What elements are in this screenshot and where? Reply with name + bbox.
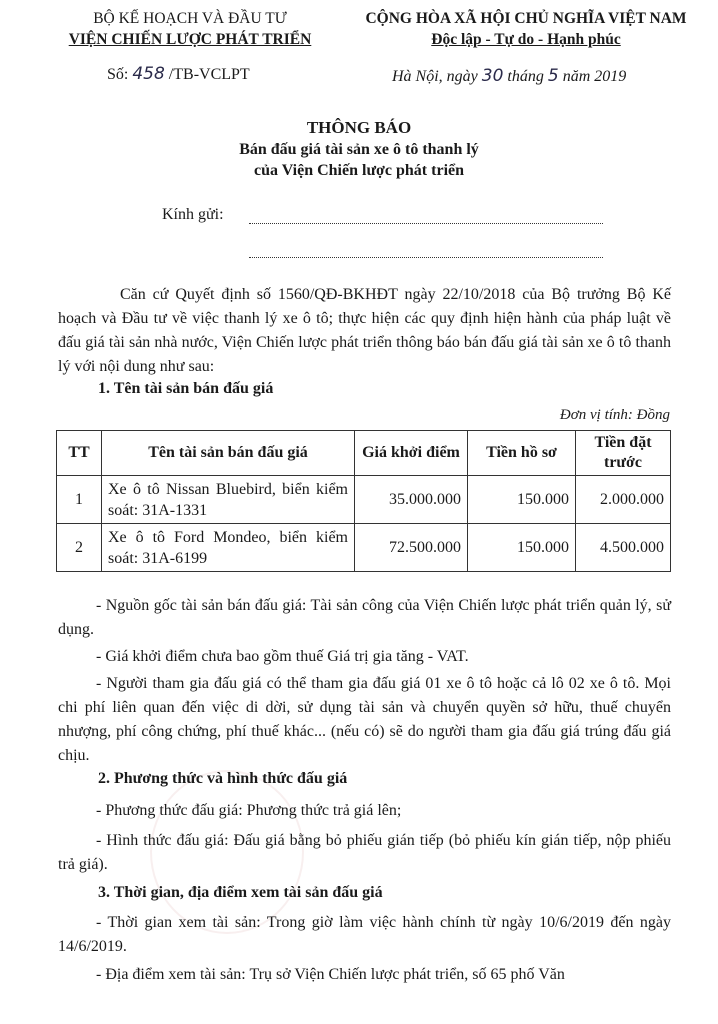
viewing-location: - Địa điểm xem tài sản: Trụ sở Viện Chiến lược phát triển, số 65 phố Văn	[96, 966, 565, 983]
country-name: CỘNG HÒA XÃ HỘI CHỦ NGHĨA VIỆT NAM	[365, 10, 687, 27]
col-header-asset: Tên tài sản bán đấu giá	[102, 431, 355, 476]
recipient-dotted-line-2	[249, 256, 603, 258]
section-1-heading: 1. Tên tài sản bán đấu giá	[98, 380, 274, 397]
table-row	[57, 524, 671, 572]
col-header-deposit: Tiền đặt trước	[576, 431, 671, 476]
col-header-tt: TT	[57, 431, 102, 476]
viewing-time: - Thời gian xem tài sản: Trong giờ làm việc hành chính từ ngày 10/6/2019 đến ngày 14/6/2019.	[58, 914, 671, 955]
handwritten-month: 5	[547, 66, 559, 86]
cell-dossier-fee: 150.000	[468, 476, 576, 524]
auction-form: - Hình thức đấu giá: Đấu giá bằng bỏ phiếu gián tiếp (bỏ phiếu kín gián tiếp, nộp phiếu trả giá).	[58, 832, 671, 873]
document-number	[107, 64, 250, 84]
national-header	[344, 8, 708, 50]
assets-table	[56, 430, 671, 572]
document-subtitle-2: của Viện Chiến lược phát triển	[253, 162, 465, 179]
cell-asset: Xe ô tô Ford Mondeo, biển kiểm soát: 31A-6199	[102, 524, 355, 572]
issuer-header	[40, 8, 340, 50]
document-title: THÔNG BÁO	[306, 118, 412, 137]
year-text: năm 2019	[562, 68, 627, 85]
cell-tt: 2	[57, 524, 102, 572]
handwritten-day: 30	[481, 66, 504, 86]
cell-asset: Xe ô tô Nissan Bluebird, biển kiểm soát: 31A-1331	[102, 476, 355, 524]
number-suffix: /TB-VCLPT	[168, 66, 250, 83]
cell-starting-price: 35.000.000	[355, 476, 468, 524]
recipient-label: Kính gửi:	[162, 206, 224, 223]
section-2-heading: 2. Phương thức và hình thức đấu giá	[98, 770, 348, 787]
section-3-heading: 3. Thời gian, địa điểm xem tài sản đấu giá	[98, 884, 383, 901]
table-row	[57, 476, 671, 524]
intro-paragraph: Căn cứ Quyết định số 1560/QĐ-BKHĐT ngày 22/10/2018 của Bộ trưởng Bộ Kế hoạch và Đầu tư về việc thanh lý xe ô tô; thực hiện các quy định hiện hành của pháp luật về đấu giá tài sản nhà nước, Viện Chiến lược phát triển thông báo bán đấu giá tài sản xe ô tô thanh lý với nội dung như sau:	[58, 286, 671, 375]
issue-date	[392, 66, 626, 86]
handwritten-number: 458	[132, 64, 165, 84]
institute-name: VIỆN CHIẾN LƯỢC PHÁT TRIỂN	[68, 31, 312, 48]
cell-tt: 1	[57, 476, 102, 524]
national-motto: Độc lập - Tự do - Hạnh phúc	[431, 31, 621, 48]
date-prefix: Hà Nội, ngày	[392, 68, 478, 85]
table-header-row	[57, 431, 671, 476]
cell-deposit: 2.000.000	[576, 476, 671, 524]
document-subtitle-1: Bán đấu giá tài sản xe ô tô thanh lý	[239, 141, 479, 158]
cell-deposit: 4.500.000	[576, 524, 671, 572]
number-prefix: Số:	[107, 66, 129, 83]
currency-unit: Đơn vị tính: Đồng	[559, 407, 670, 423]
ministry-name: BỘ KẾ HOẠCH VÀ ĐẦU TƯ	[93, 10, 287, 27]
month-label: tháng	[507, 68, 544, 85]
col-header-starting-price: Giá khởi điểm	[355, 431, 468, 476]
col-header-dossier-fee: Tiền hồ sơ	[468, 431, 576, 476]
auction-method: - Phương thức đấu giá: Phương thức trả giá lên;	[96, 802, 402, 819]
recipient-dotted-line-1	[249, 222, 603, 224]
cell-starting-price: 72.500.000	[355, 524, 468, 572]
note-origin: - Nguồn gốc tài sản bán đấu giá: Tài sản công của Viện Chiến lược phát triển quản lý, sử dụng.	[58, 597, 671, 638]
note-vat: - Giá khởi điểm chưa bao gồm thuế Giá trị gia tăng - VAT.	[96, 648, 469, 665]
note-participation: - Người tham gia đấu giá có thể tham gia đấu giá 01 xe ô tô hoặc cả lô 02 xe ô tô. Mọi chi phí liên quan đến việc di dời, sử dụng tài sản và chuyển quyền sở hữu, thuế chuyển nhượng, phí công chứng, phí thuế khác... (nếu có) sẽ do người tham gia đấu giá trúng đấu giá chịu.	[58, 675, 671, 764]
cell-dossier-fee: 150.000	[468, 524, 576, 572]
